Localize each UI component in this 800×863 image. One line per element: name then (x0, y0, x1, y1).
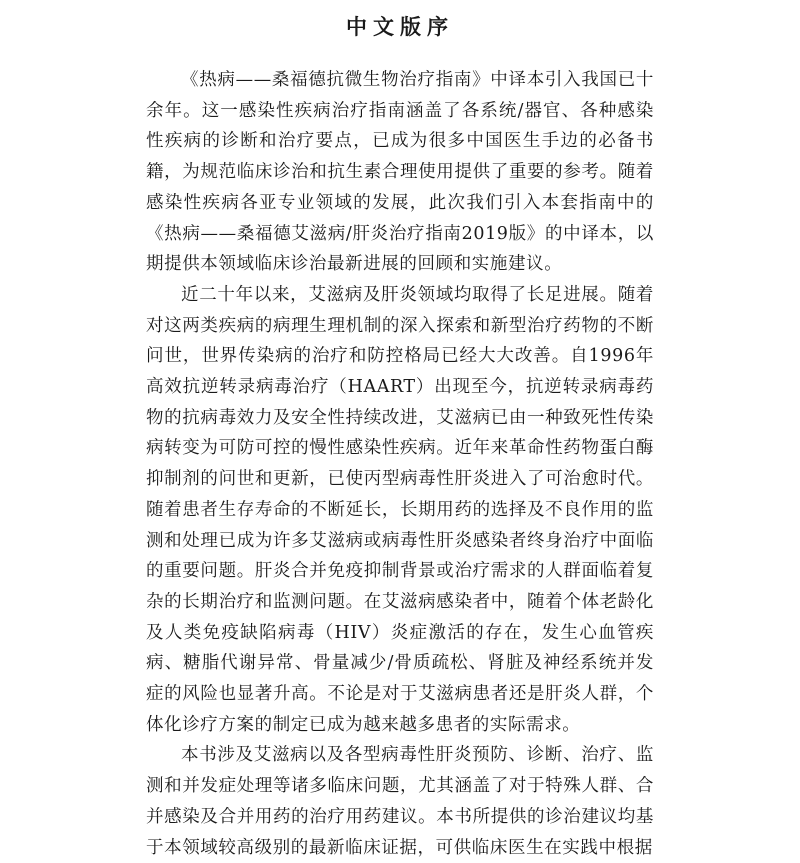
paragraph-1: 《热病——桑福德抗微生物治疗指南》中译本引入我国已十余年。这一感染性疾病治疗指南涵盖了各系统/器官、各种感染性疾病的诊断和治疗要点，已成为很多中国医生手边的必备书籍，为规范临床诊治和抗生素合理使用提供了重要的参考。随着感染性疾病各亚专业领域的发展，此次我们引入本套指南中的《热病——桑福德艾滋病/肝炎治疗指南2019版》的中译本，以期提供本领域临床诊治最新进展的回顾和实施建议。 (146, 70, 654, 275)
page-title: 中文版序 (346, 15, 454, 39)
paragraph-2: 近二十年以来，艾滋病及肝炎领域均取得了长足进展。随着对这两类疾病的病理生理机制的深入探索和新型治疗药物的不断问世，世界传染病的治疗和防控格局已经大大改善。自1996年高效抗逆转录病毒治疗（HAART）出现至今，抗逆转录病毒药物的抗病毒效力及安全性持续改进，艾滋病已由一种致死性传染病转变为可防可控的慢性感染性疾病。近年来革命性药物蛋白酶抑制剂的问世和更新，已使丙型病毒性肝炎进入了可治愈时代。随着患者生存寿命的不断延长，长期用药的选择及不良作用的监测和处理已成为许多艾滋病或病毒性肝炎感染者终身治疗中面临的重要问题。肝炎合并免疫抑制背景或治疗需求的人群面临着复杂的长期治疗和监测问题。在艾滋病感染者中，随着个体老龄化及人类免疫缺陷病毒（HIV）炎症激活的存在，发生心血管疾病、糖脂代谢异常、骨量减少/骨质疏松、肾脏及神经系统并发症的风险也显著升高。不论是对于艾滋病患者还是肝炎人群，个体化诊疗方案的制定已成为越来越多患者的实际需求。 (146, 284, 654, 735)
preface-body (146, 65, 654, 863)
paragraph-3: 本书涉及艾滋病以及各型病毒性肝炎预防、诊断、治疗、监测和并发症处理等诸多临床问题，尤其涵盖了对于特殊人群、合并感染及合并用药的治疗用药建议。本书所提供的诊治建议均基于本领域较高级别的最新临床证据，可供临床医生在实践中根据 (146, 745, 654, 858)
